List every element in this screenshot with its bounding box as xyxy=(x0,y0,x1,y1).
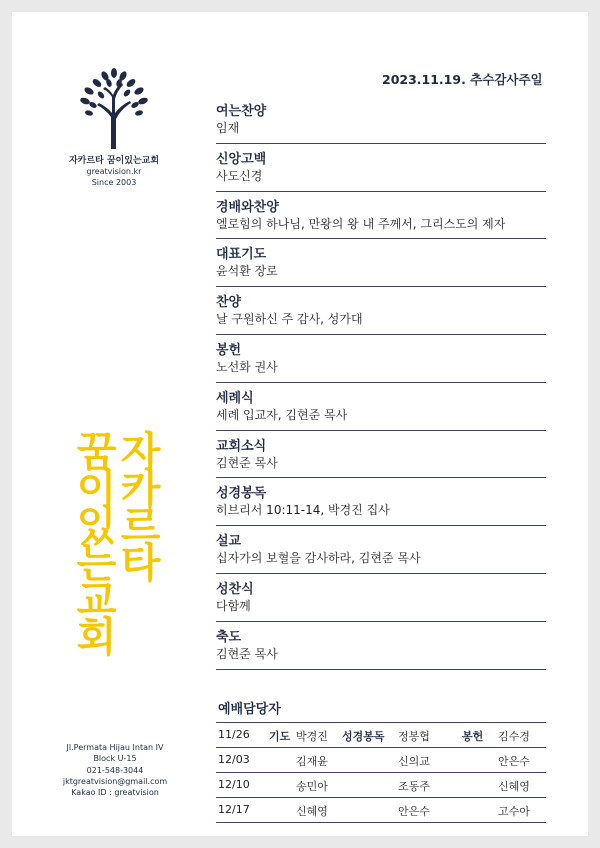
vertical-name-line2: 꿈이있는교회 xyxy=(69,430,117,652)
staff-date: 12/10 xyxy=(218,778,250,791)
order-item-detail: 사도신경 xyxy=(216,168,263,183)
address-line2: Block U-15 xyxy=(93,754,137,764)
contact-info xyxy=(30,742,200,798)
staff-table xyxy=(216,722,546,823)
table-row xyxy=(216,747,546,772)
phone-number: 021-548-3044 xyxy=(86,765,144,775)
prayer-label: 기도 xyxy=(269,730,291,743)
order-item-title: 봉헌 xyxy=(216,342,242,358)
table-row xyxy=(216,797,546,823)
service-date: 2023.11.19. 추수감사주일 xyxy=(382,72,543,87)
order-item-detail: 김현준 목사 xyxy=(216,646,278,661)
staff-prayer: 박경진 xyxy=(296,730,328,743)
logo-since: Since 2003 xyxy=(91,178,137,187)
staff-section-title: 예배담당자 xyxy=(218,702,281,717)
staff-prayer: 신혜영 xyxy=(296,805,328,818)
order-item-detail: 날 구원하신 주 감사, 성가대 xyxy=(216,312,363,327)
table-row xyxy=(216,772,546,797)
order-item xyxy=(216,192,546,240)
order-item-detail: 노선화 권사 xyxy=(216,359,278,374)
order-item-detail: 십자가의 보혈을 감사하라, 김현준 목사 xyxy=(216,551,421,566)
staff-offering: 안은수 xyxy=(498,755,530,768)
order-item xyxy=(216,144,546,192)
vertical-church-name xyxy=(68,430,160,740)
divider xyxy=(216,669,546,670)
order-item-title: 교회소식 xyxy=(216,438,267,454)
address-line1: Jl.Permata Hijau Intan IV xyxy=(66,743,164,752)
order-item-detail: 김현준 목사 xyxy=(216,455,278,470)
order-item xyxy=(216,526,546,574)
order-item xyxy=(216,335,546,383)
staff-offering: 고수아 xyxy=(498,805,530,818)
order-item-detail: 히브리서 10:11-14, 박경진 집사 xyxy=(216,503,390,518)
tree-icon xyxy=(75,67,153,149)
email-address: jktgreatvision@gmail.com xyxy=(62,776,168,786)
order-item xyxy=(216,287,546,335)
logo-church-name: 자카르타 꿈이있는교회 xyxy=(68,156,160,166)
order-item xyxy=(216,383,546,431)
bulletin-page xyxy=(12,12,588,836)
offering-label: 봉헌 xyxy=(462,730,484,743)
staff-reading: 조동주 xyxy=(398,780,430,793)
order-item-title: 설교 xyxy=(216,534,242,550)
staff-offering: 신혜영 xyxy=(498,780,530,793)
order-item-detail: 다함께 xyxy=(216,598,251,613)
reading-label: 성경봉독 xyxy=(342,730,385,743)
order-item xyxy=(216,574,546,622)
order-of-service xyxy=(216,96,546,670)
order-item xyxy=(216,96,546,144)
order-item-detail: 엘로힘의 하나님, 만왕의 왕 내 주께서, 그리스도의 제자 xyxy=(216,216,506,231)
logo-website: greatvision.kr xyxy=(86,167,142,176)
staff-reading: 신의교 xyxy=(398,755,430,768)
order-item-detail: 세례 입교자, 김현준 목사 xyxy=(216,407,348,422)
order-item-title: 신앙고백 xyxy=(216,151,267,167)
staff-reading: 정봉협 xyxy=(398,730,430,743)
table-row xyxy=(216,722,546,747)
order-item-title: 축도 xyxy=(216,629,242,645)
order-item xyxy=(216,622,546,670)
staff-date: 12/03 xyxy=(218,753,250,766)
order-item-title: 경배와찬양 xyxy=(216,199,279,215)
order-item-title: 찬양 xyxy=(216,295,242,311)
staff-date: 12/17 xyxy=(218,803,250,816)
order-item-title: 성경봉독 xyxy=(216,486,267,502)
order-item-title: 세례식 xyxy=(216,390,254,406)
staff-reading: 안은수 xyxy=(398,805,430,818)
staff-offering: 김수경 xyxy=(498,730,530,743)
order-item xyxy=(216,239,546,287)
staff-prayer: 송민아 xyxy=(296,780,328,793)
order-item-title: 여는찬양 xyxy=(216,104,267,119)
order-item-title: 대표기도 xyxy=(216,247,267,263)
staff-prayer: 김재윤 xyxy=(296,755,328,768)
order-item xyxy=(216,478,546,526)
kakao-id: Kakao ID : greatvision xyxy=(71,788,159,798)
staff-date: 11/26 xyxy=(218,728,250,741)
church-logo xyxy=(52,67,176,188)
order-item-detail: 임재 xyxy=(216,121,240,135)
order-item-detail: 윤석환 장로 xyxy=(216,264,278,279)
vertical-name-line1: 자카르타 xyxy=(113,430,161,578)
order-item-title: 성찬식 xyxy=(216,581,254,597)
order-item xyxy=(216,431,546,479)
